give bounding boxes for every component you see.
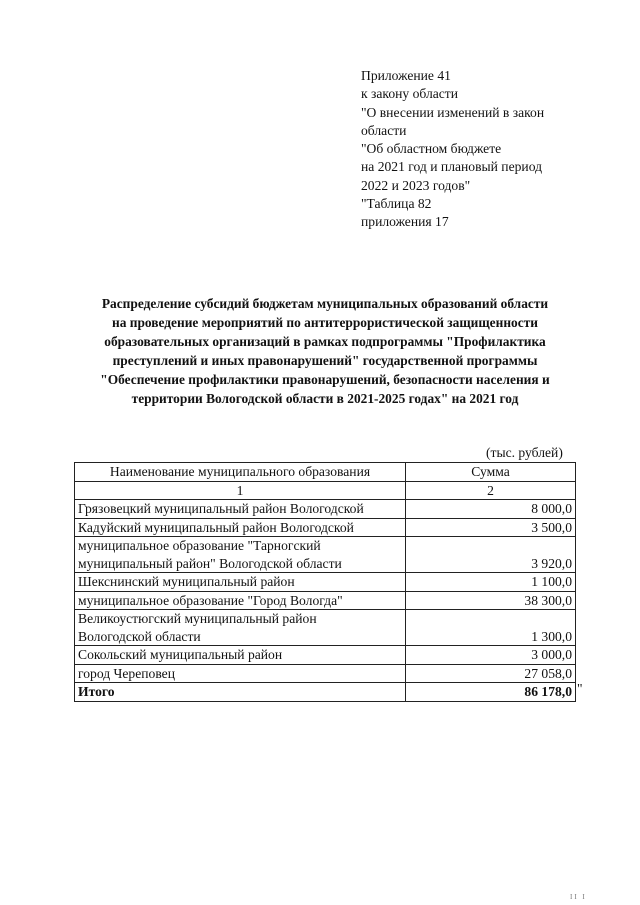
municipality-name-line: муниципальное образование "Город Вологда" [78, 592, 343, 608]
closing-quote: " [577, 680, 583, 696]
municipality-name-line: муниципальный район" Вологодской области [78, 555, 342, 571]
subsidy-table [74, 462, 576, 702]
table-row [75, 518, 576, 537]
column-number-2: 2 [406, 481, 576, 500]
document-title [60, 294, 590, 408]
municipality-name-line: Грязовецкий муниципальный район Вологодской [78, 501, 364, 516]
municipality-name [75, 500, 406, 519]
annex-line: "Таблица 82 [361, 196, 432, 212]
annex-line: к закону области [361, 86, 459, 102]
municipality-name [75, 664, 406, 683]
municipality-name-line: город Череповец [78, 665, 175, 681]
table-row [75, 646, 576, 665]
annex-line: на 2021 год и плановый период [361, 159, 543, 175]
table-row [75, 610, 576, 646]
amount-cell: 1 100,0 [406, 573, 576, 592]
annex-line: "Об областном бюджете [361, 141, 502, 157]
footer-mark: II I [570, 893, 587, 901]
annex-line: области [361, 122, 407, 138]
amount-cell: 8 000,0 [406, 500, 576, 519]
amount-cell: 3 500,0 [406, 518, 576, 537]
total-row [75, 683, 576, 702]
total-amount: 86 178,0 [406, 683, 576, 702]
municipality-name-line: Кадуйский муниципальный район Вологодской [78, 519, 354, 535]
municipality-name [75, 591, 406, 610]
amount-cell: 3 000,0 [406, 646, 576, 665]
annex-line: Приложение 41 [361, 68, 451, 83]
annex-line: "О внесении изменений в закон [361, 104, 545, 120]
municipality-name-line: Шекснинский муниципальный район [78, 574, 295, 589]
title-line: образовательных организаций в рамках подпрограммы "Профилактика [104, 334, 546, 349]
column-number-1: 1 [75, 481, 406, 500]
table-row [75, 537, 576, 573]
municipality-name-line: Вологодской области [78, 628, 201, 644]
table-row [75, 573, 576, 592]
table-header-row [75, 463, 576, 482]
annex-line: 2022 и 2023 годов" [361, 177, 471, 193]
annex-line: приложения 17 [361, 214, 449, 230]
title-line: преступлений и иных правонарушений" государственной программы [112, 353, 538, 368]
amount-cell: 38 300,0 [406, 591, 576, 610]
table-row [75, 591, 576, 610]
table-row [75, 500, 576, 519]
municipality-name [75, 573, 406, 592]
title-line: "Обеспечение профилактики правонарушений, безопасности населения и [100, 372, 550, 387]
municipality-name-line: Сокольский муниципальный район [78, 647, 283, 662]
table-row [75, 664, 576, 683]
municipality-name-line: муниципальное образование "Тарногский [78, 538, 321, 553]
municipality-name [75, 646, 406, 665]
municipality-name [75, 537, 406, 573]
amount-cell: 3 920,0 [406, 537, 576, 573]
header-name: Наименование муниципального образования [75, 463, 406, 482]
title-line: на проведение мероприятий по антитеррористической защищенности [112, 315, 538, 330]
column-number-row [75, 481, 576, 500]
amount-cell: 1 300,0 [406, 610, 576, 646]
header-amount: Сумма [406, 463, 576, 482]
municipality-name-line: Великоустюгский муниципальный район [78, 611, 317, 626]
municipality-name [75, 518, 406, 537]
annex-reference [361, 67, 601, 232]
total-label: Итого [75, 683, 406, 702]
amount-cell: 27 058,0 [406, 664, 576, 683]
municipality-name [75, 610, 406, 646]
title-line: территории Вологодской области в 2021-2025 годах" на 2021 год [131, 391, 519, 406]
units-label: (тыс. рублей) [486, 445, 563, 460]
title-line: Распределение субсидий бюджетам муниципальных образований области [101, 296, 549, 311]
